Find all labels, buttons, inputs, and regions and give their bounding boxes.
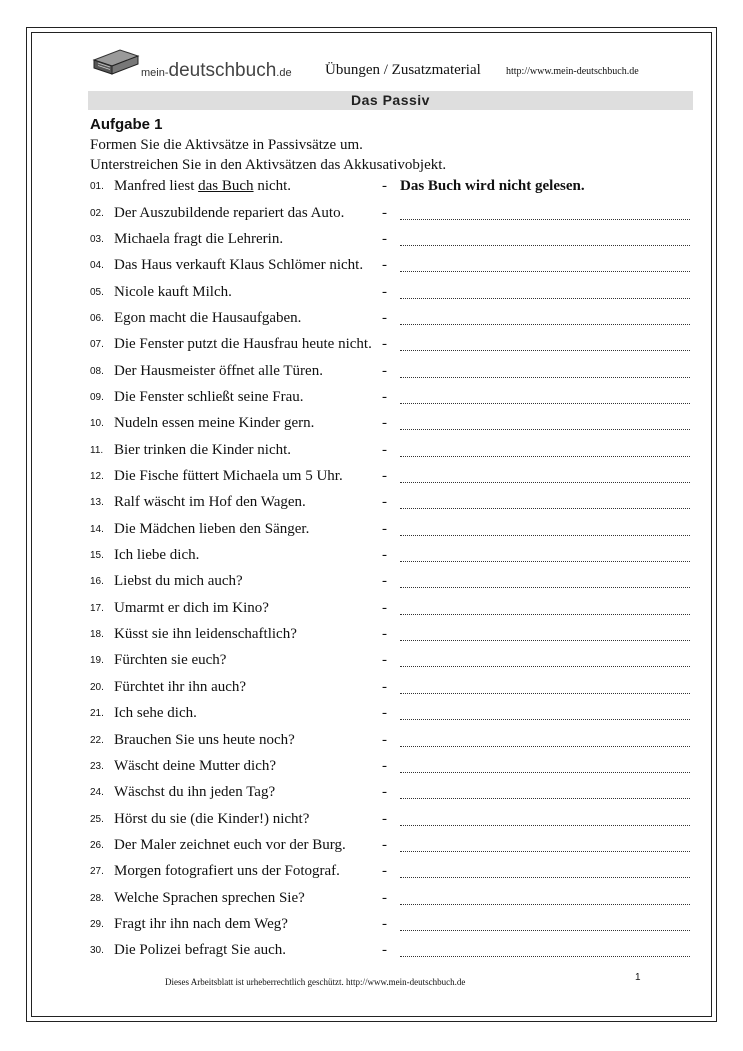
exercise-sentence: Der Maler zeichnet euch vor der Burg. [114,836,346,853]
separator-dash: - [382,441,387,458]
answer-blank[interactable] [400,614,690,615]
answer-blank[interactable] [400,271,690,272]
exercise-number: 25. [90,813,104,825]
answer-blank[interactable] [400,640,690,641]
answer-blank[interactable] [400,245,690,246]
accusative-object: das Buch [198,178,254,194]
exercise-number: 11. [90,444,104,456]
instruction-1: Formen Sie die Aktivsätze in Passivsätze um. [90,137,363,153]
exercise-row [90,442,693,462]
exercise-number: 18. [90,629,104,641]
exercise-number: 27. [90,866,104,878]
exercise-number: 04. [90,260,104,272]
exercise-row [90,916,693,936]
separator-dash: - [382,520,387,537]
exercise-row [90,732,693,752]
separator-dash: - [382,573,387,590]
exercise-number: 28. [90,892,104,904]
exercise-row [90,336,693,356]
exercise-row [90,389,693,409]
exercise-number: 05. [90,286,104,298]
book-logo-icon [90,46,142,80]
exercise-sentence: Nicole kauft Milch. [114,283,232,300]
exercise-row [90,758,693,778]
exercise-sentence: Die Fenster putzt die Hausfrau heute nicht. [114,336,372,353]
exercise-row [90,547,693,567]
separator-dash: - [382,626,387,643]
exercise-row [90,284,693,304]
exercise-row [90,811,693,831]
exercise-number: 17. [90,602,104,614]
exercise-sentence: Umarmt er dich im Kino? [114,599,269,616]
exercise-row [90,494,693,514]
exercise-sentence: Fragt ihr ihn nach dem Weg? [114,915,288,932]
separator-dash: - [382,652,387,669]
exercise-sentence: Die Fenster schließt seine Frau. [114,388,304,405]
header-url: http://www.mein-deutschbuch.de [506,66,639,77]
exercise-sentence: Ich liebe dich. [114,547,200,564]
answer-blank[interactable] [400,535,690,536]
exercise-number: 01. [90,181,104,192]
exercise-sentence: Manfred liest das Buch nicht. [114,178,292,194]
exercise-number: 09. [90,391,104,403]
logo [90,46,300,80]
exercise-number: 12. [90,471,104,482]
exercise-number: 08. [90,365,104,377]
separator-dash: - [382,810,387,827]
exercise-number: 06. [90,312,104,324]
separator-dash: - [382,784,387,801]
exercise-row [90,679,693,699]
separator-dash: - [382,757,387,774]
exercise-sentence: Bier trinken die Kinder nicht. [114,441,292,458]
exercise-number: 10. [90,418,104,430]
page-number: 1 [635,972,641,983]
page-title: Das Passiv [351,92,430,108]
exercise-sentence: Liebst du mich auch? [114,573,243,590]
header-subtitle: Übungen / Zusatzmaterial [325,62,481,78]
separator-dash: - [382,362,387,379]
exercise-sentence: Brauchen Sie uns heute noch? [114,731,295,748]
exercise-number: 19. [90,655,104,667]
answer-blank[interactable] [400,956,690,957]
exercise-sentence: Der Auszubildende repariert das Auto. [114,204,345,221]
separator-dash: - [382,415,387,432]
title-bar [88,91,693,110]
answer-blank[interactable] [400,904,690,905]
answer-blank[interactable] [400,324,690,325]
answer-blank[interactable] [400,482,690,483]
exercise-number: 02. [90,207,104,219]
exercise-sentence: Die Polizei befragt Sie auch. [114,942,287,959]
answer-blank[interactable] [400,561,690,562]
answer-blank[interactable] [400,298,690,299]
logo-text: mein-deutschbuch.de [141,60,292,81]
separator-dash: - [382,230,387,247]
exercise-number: 30. [90,945,104,957]
exercise-row [90,468,693,488]
answer-blank[interactable] [400,693,690,694]
exercise-sentence: Wäscht deine Mutter dich? [114,757,277,774]
task-heading: Aufgabe 1 [90,116,163,133]
separator-dash: - [382,204,387,221]
separator-dash: - [382,942,387,959]
separator-dash: - [382,468,387,484]
instruction-2: Unterstreichen Sie in den Aktivsätzen das Akkusativobjekt. [90,157,447,173]
exercise-sentence: Fürchtet ihr ihn auch? [114,678,247,695]
separator-dash: - [382,678,387,695]
separator-dash: - [382,178,387,194]
exercise-row [90,863,693,883]
answer-blank[interactable] [400,851,690,852]
answer-blank[interactable] [400,587,690,588]
exercise-number: 03. [90,233,104,245]
exercise-number: 21. [90,708,104,720]
exercise-number: 24. [90,787,104,799]
exercise-sentence: Die Fische füttert Michaela um 5 Uhr. [114,468,343,484]
exercise-number: 22. [90,734,104,746]
answer-blank[interactable] [400,666,690,667]
separator-dash: - [382,889,387,906]
separator-dash: - [382,863,387,880]
exercise-row [90,415,693,435]
answer-blank[interactable] [400,403,690,404]
exercise-sentence: Der Hausmeister öffnet alle Türen. [114,362,323,379]
exercise-row [90,626,693,646]
exercise-row [90,310,693,330]
answer-blank[interactable] [400,456,690,457]
exercise-row [90,231,693,251]
exercise-row [90,363,693,383]
answer-blank[interactable] [400,798,690,799]
exercise-row [90,890,693,910]
exercise-sentence: Egon macht die Hausaufgaben. [114,309,302,326]
exercise-number: 23. [90,760,104,772]
exercise-sentence: Fürchten sie euch? [114,652,227,669]
exercise-row [90,573,693,593]
exercise-row [90,521,693,541]
answer-blank[interactable] [400,877,690,878]
answer-blank[interactable] [400,825,690,826]
separator-dash: - [382,915,387,932]
exercise-sentence: Die Mädchen lieben den Sänger. [114,520,310,537]
exercise-number: 15. [90,550,104,562]
example-row [90,178,693,198]
example-answer: Das Buch wird nicht gelesen. [400,178,585,194]
exercise-number: 20. [90,681,104,693]
exercise-number: 26. [90,839,104,851]
exercise-sentence: Morgen fotografiert uns der Fotograf. [114,863,340,880]
exercise-row [90,705,693,725]
exercise-sentence: Das Haus verkauft Klaus Schlömer nicht. [114,257,364,274]
separator-dash: - [382,731,387,748]
exercise-row [90,652,693,672]
exercise-number: 16. [90,576,104,588]
separator-dash: - [382,257,387,274]
exercise-number: 29. [90,918,104,930]
answer-blank[interactable] [400,508,690,509]
exercise-number: 14. [90,523,104,535]
answer-blank[interactable] [400,772,690,773]
answer-blank[interactable] [400,719,690,720]
exercise-row [90,600,693,620]
answer-blank[interactable] [400,350,690,351]
exercise-number: 13. [90,497,104,509]
exercise-sentence: Welche Sprachen sprechen Sie? [114,889,305,906]
exercise-row [90,942,693,962]
exercise-sentence: Nudeln essen meine Kinder gern. [114,415,315,432]
exercise-sentence: Michaela fragt die Lehrerin. [114,230,284,247]
exercise-number: 07. [90,339,104,351]
exercise-row [90,257,693,277]
answer-blank[interactable] [400,219,690,220]
exercise-row [90,784,693,804]
answer-blank[interactable] [400,429,690,430]
separator-dash: - [382,494,387,511]
separator-dash: - [382,836,387,853]
exercise-sentence: Hörst du sie (die Kinder!) nicht? [114,810,310,827]
separator-dash: - [382,309,387,326]
separator-dash: - [382,547,387,564]
separator-dash: - [382,336,387,353]
exercise-sentence: Wäschst du ihn jeden Tag? [114,784,276,801]
separator-dash: - [382,283,387,300]
exercise-sentence: Ich sehe dich. [114,705,197,722]
exercise-row [90,837,693,857]
footer-copyright: Dieses Arbeitsblatt ist urheberrechtlich geschützt. http://www.mein-deutschbuch.de [165,977,466,987]
answer-blank[interactable] [400,746,690,747]
separator-dash: - [382,705,387,722]
separator-dash: - [382,599,387,616]
exercise-row [90,205,693,225]
answer-blank[interactable] [400,377,690,378]
separator-dash: - [382,388,387,405]
exercise-sentence: Ralf wäscht im Hof den Wagen. [114,494,306,511]
answer-blank[interactable] [400,930,690,931]
exercise-sentence: Küsst sie ihn leidenschaftlich? [114,626,297,643]
